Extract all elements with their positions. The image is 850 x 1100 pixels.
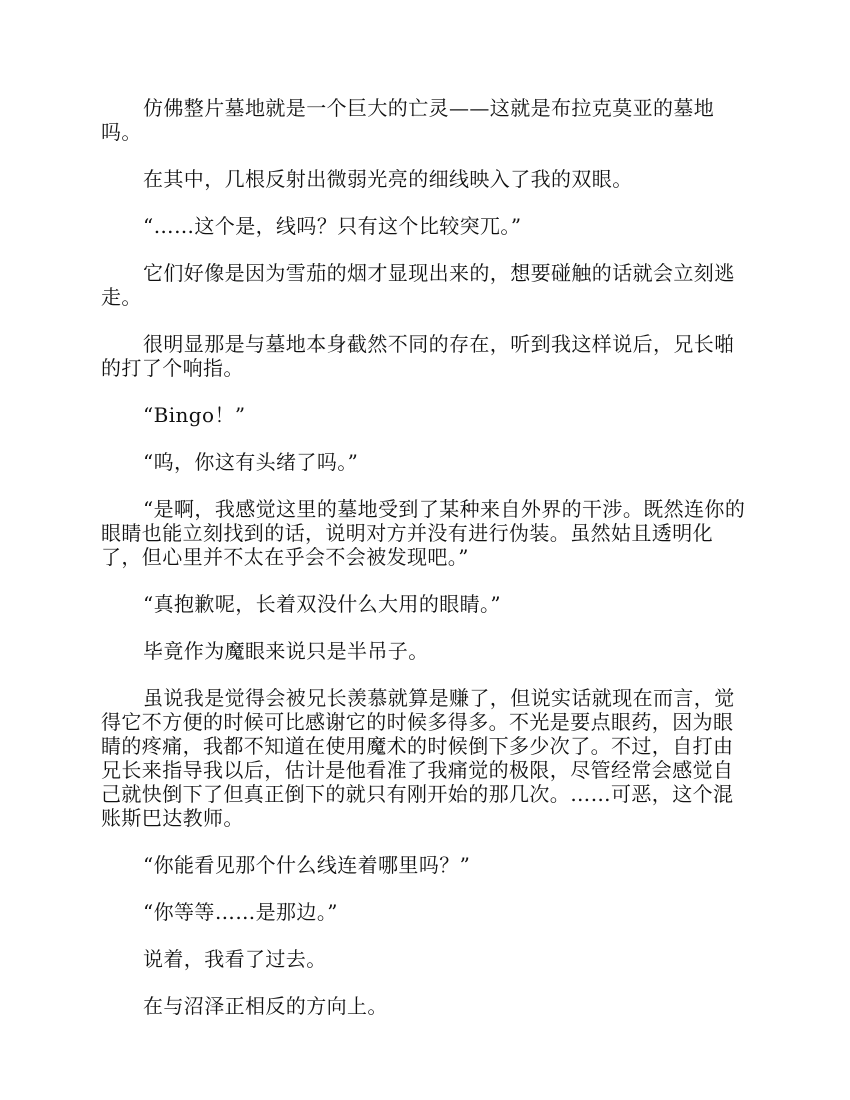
paragraph-3: “……这个是，线吗？只有这个比较突兀。” <box>143 214 522 238</box>
paragraph-15: 在与沼泽正相反的方向上。 <box>143 994 388 1018</box>
paragraph-5: 很明显那是与墓地本身截然不同的存在，听到我这样说后，兄长啪的打了个响指。 <box>101 332 735 380</box>
paragraph-8: “是啊，我感觉这里的墓地受到了某种来自外界的干涉。既然连你的眼睛也能立刻找到的话，说明对方并没有进行伪装。虽然姑且透明化了，但心里并不太在乎会不会被发现吧。” <box>101 497 746 569</box>
paragraph-10: 毕竟作为魔眼来说只是半吊子。 <box>143 639 429 663</box>
paragraph-12: “你能看见那个什么线连着哪里吗？” <box>143 853 471 877</box>
paragraph-2: 在其中，几根反射出微弱光亮的细线映入了我的双眼。 <box>143 167 633 191</box>
paragraph-14: 说着，我看了过去。 <box>143 947 327 971</box>
paragraph-6: “Bingo！” <box>143 403 246 427</box>
paragraph-7: “呜，你这有头绪了吗。” <box>143 450 359 474</box>
paragraph-11: 虽说我是觉得会被兄长羡慕就算是赚了，但说实话就现在而言，觉得它不方便的时候可比感谢它的时候多得多。不光是要点眼药，因为眼睛的疼痛，我都不知道在使用魔术的时候倒下多少次了。不过，自打由兄长来指导我以后，估计是他看准了我痛觉的极限，尽管经常会感觉自己就快倒下了但真正倒下的就只有刚开始的那几次。……可恶，这个混账斯巴达教师。 <box>101 686 735 830</box>
paragraph-13: “你等等……是那边。” <box>143 900 338 924</box>
paragraph-4: 它们好像是因为雪茄的烟才显现出来的，想要碰触的话就会立刻逃走。 <box>101 261 735 309</box>
paragraph-9: “真抱歉呢，长着双没什么大用的眼睛。” <box>143 592 502 616</box>
paragraph-1: 仿佛整片墓地就是一个巨大的亡灵——这就是布拉克莫亚的墓地吗。 <box>101 96 715 144</box>
